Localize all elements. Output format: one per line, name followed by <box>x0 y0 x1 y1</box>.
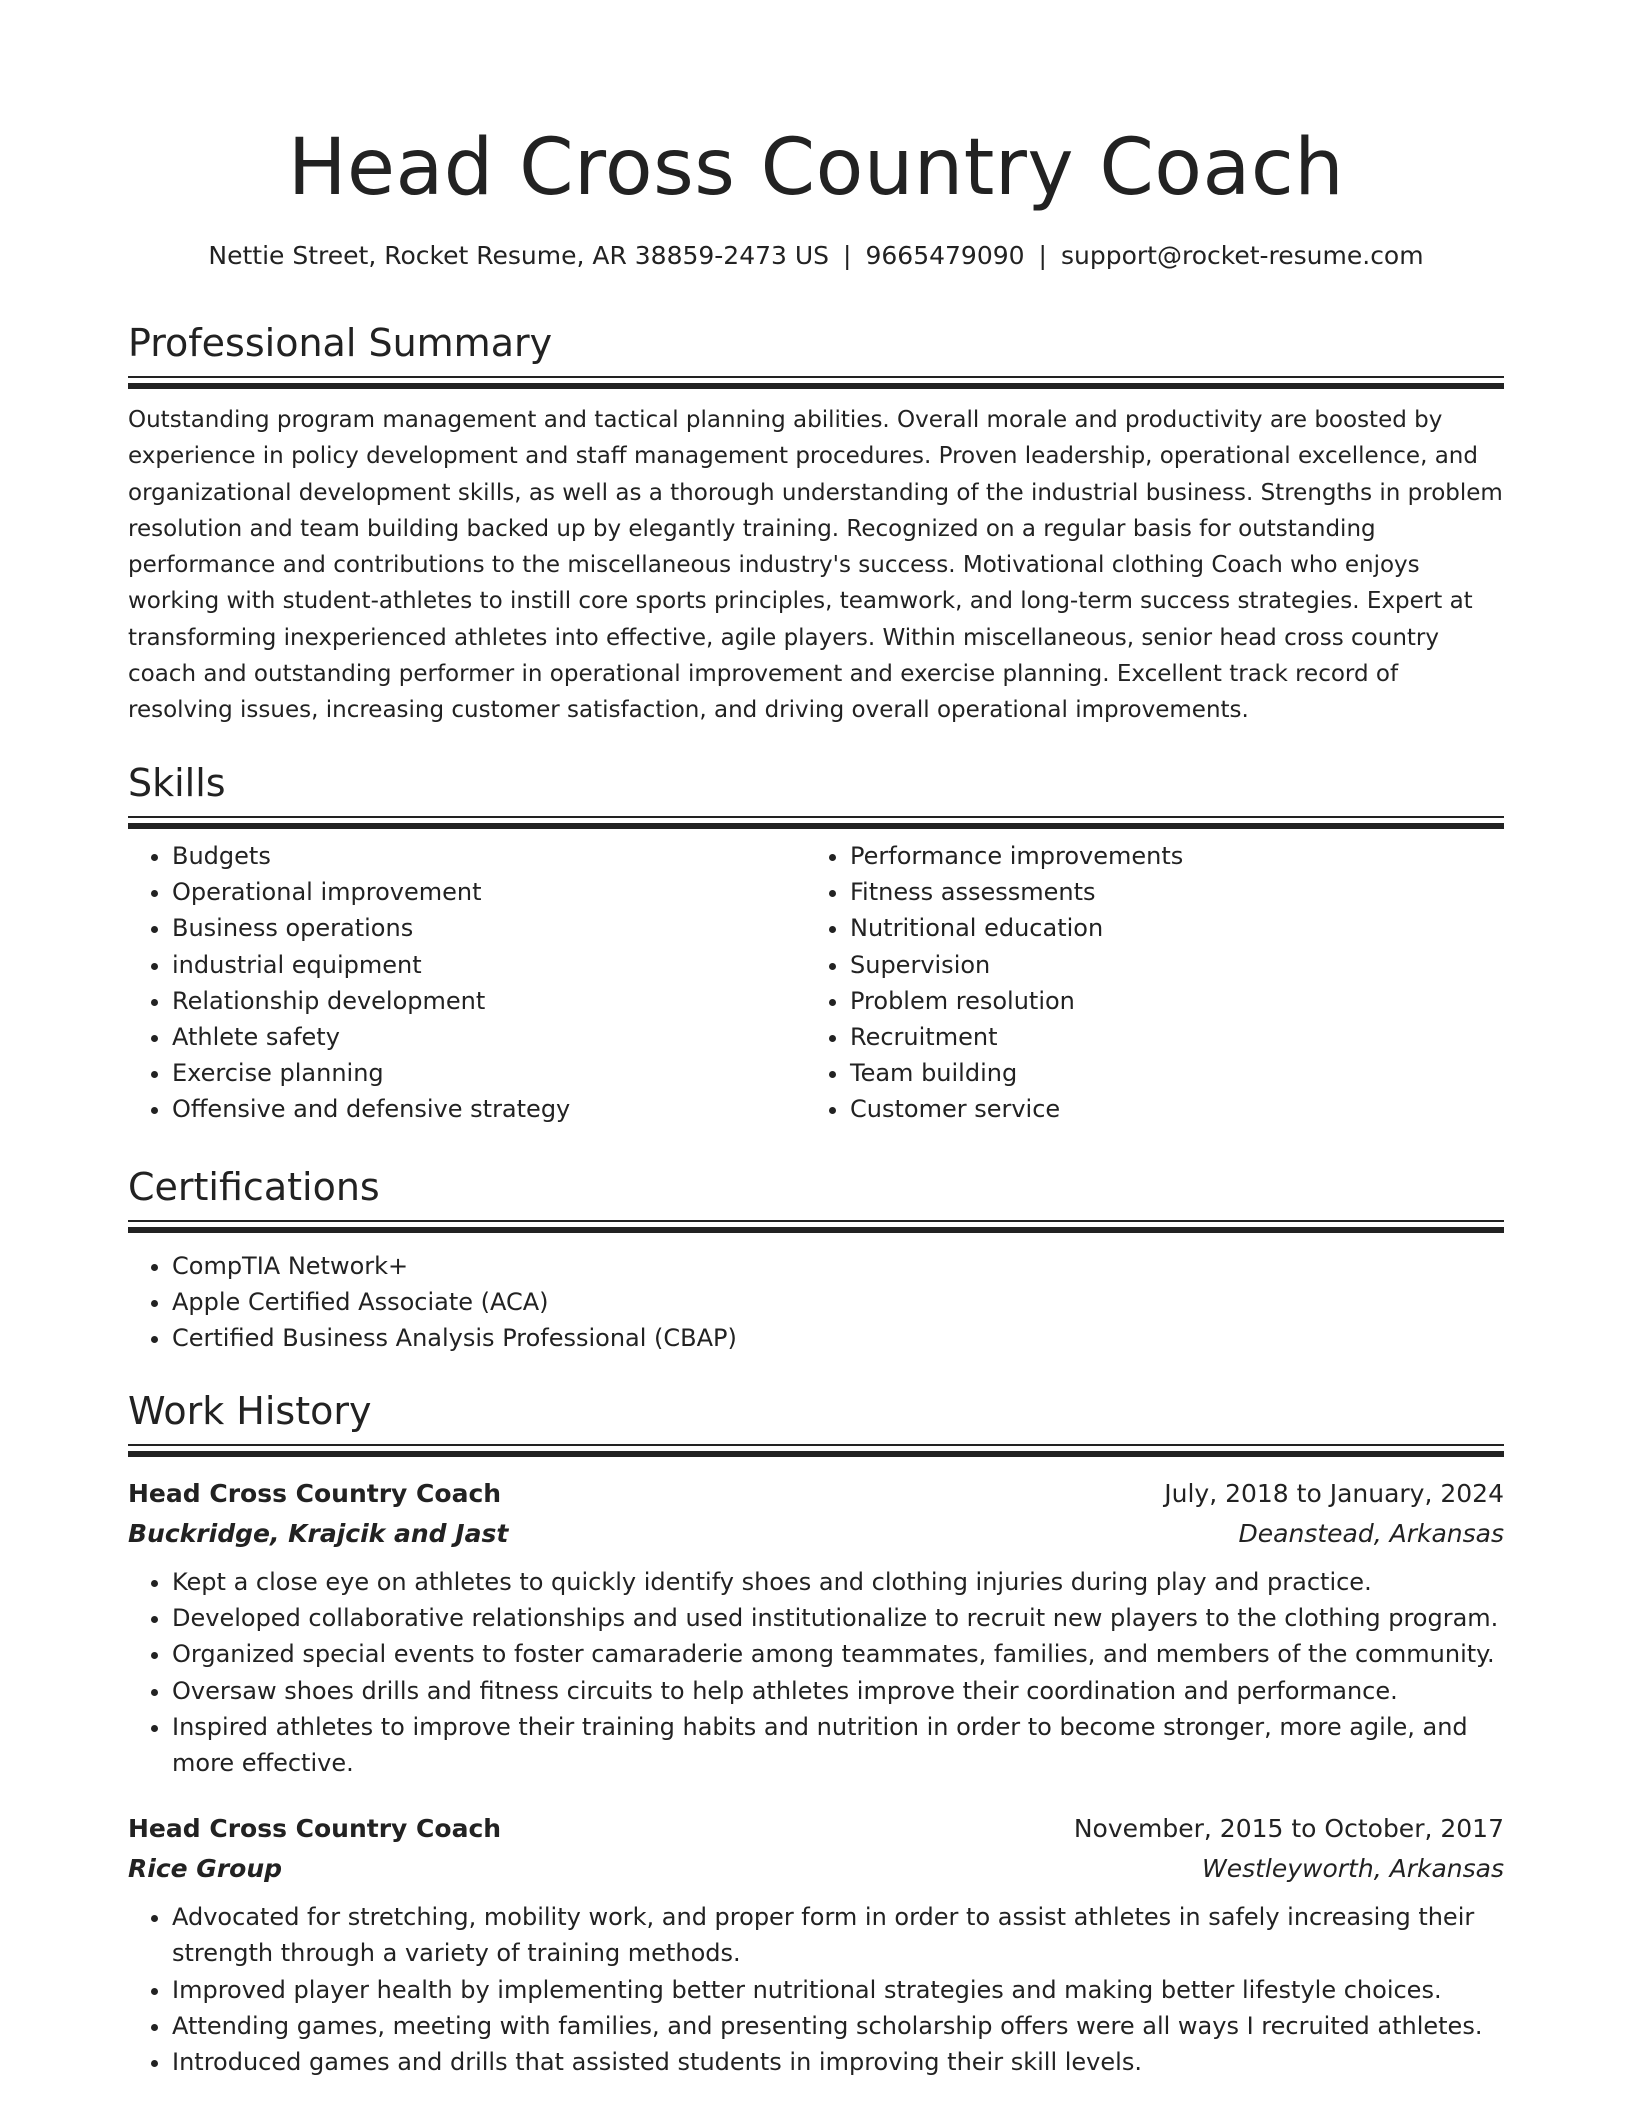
job-bullet: • Developed collaborative relationships and used institutionalize to recruit new players to the clothing program. <box>172 1600 1504 1636</box>
job-bullet: • Kept a close eye on athletes to quickly identify shoes and clothing injuries during play and practice. <box>172 1564 1504 1600</box>
certification-item: • Apple Certified Associate (ACA) <box>172 1284 1504 1320</box>
contact-separator: | <box>843 241 852 270</box>
skill-item: • Recruitment <box>850 1019 1548 1055</box>
skill-item: • Customer service <box>850 1091 1548 1127</box>
skill-item: • Relationship development <box>172 983 806 1019</box>
job-title: Head Cross Country Coach <box>128 1479 502 1508</box>
certifications-list <box>128 1248 1504 1357</box>
skill-item: • industrial equipment <box>172 947 806 983</box>
job-employer-row <box>128 1514 1504 1554</box>
skill-item: • Performance improvements <box>850 838 1548 874</box>
work-history-heading: Work History <box>128 1389 372 1433</box>
skills-right-list <box>806 838 1548 1128</box>
summary-heading: Professional Summary <box>128 321 553 365</box>
job-title: Head Cross Country Coach <box>128 1814 502 1844</box>
skill-item: • Exercise planning <box>172 1055 806 1091</box>
job-bullet: • Inspired athletes to improve their training habits and nutrition in order to become stronger, more agile, and more effective. <box>172 1709 1504 1781</box>
skills-left-list <box>128 838 806 1128</box>
skill-item: • Operational improvement <box>172 874 806 910</box>
skill-item: • Supervision <box>850 947 1548 983</box>
job-bullet: • Improved player health by implementing better nutritional strategies and making better lifestyle choices. <box>172 1972 1504 2008</box>
skill-item: • Budgets <box>172 838 806 874</box>
work-history-section <box>128 1386 1504 2080</box>
skill-item: • Fitness assessments <box>850 874 1548 910</box>
job-location: Westleyworth, Arkansas <box>1201 1854 1504 1884</box>
skill-item: • Athlete safety <box>172 1019 806 1055</box>
contact-phone: 9665479090 <box>865 241 1025 270</box>
job-dates: November, 2015 to October, 2017 <box>1073 1814 1504 1844</box>
job-company: Buckridge, Krajcik and Jast <box>128 1519 509 1548</box>
job-header-row <box>128 1474 1504 1514</box>
skills-columns <box>128 838 1504 1128</box>
job-location: Deanstead, Arkansas <box>1238 1519 1504 1548</box>
skill-item: • Problem resolution <box>850 983 1548 1019</box>
summary-section <box>128 318 1504 729</box>
section-divider <box>128 1220 1504 1234</box>
section-divider <box>128 1444 1504 1458</box>
skill-item: • Offensive and defensive strategy <box>172 1091 806 1127</box>
section-divider <box>128 816 1504 830</box>
skill-item: • Business operations <box>172 910 806 946</box>
job-bullet: • Attending games, meeting with families, and presenting scholarship offers were all ways I recruited athletes. <box>172 2008 1504 2044</box>
skills-section <box>128 758 1504 1128</box>
job-company: Rice Group <box>128 1854 283 1884</box>
candidate-name: Head Cross Country Coach <box>287 123 1345 213</box>
job-bullet: • Introduced games and drills that assisted students in improving their skill levels. <box>172 2044 1504 2080</box>
summary-text: Outstanding program management and tactical planning abilities. Overall morale and productivity are boosted by experience in policy development and staff management procedures. Proven leadership, operational excellence, and organizational development skills, as well as a thorough understanding of the industrial business. Strengths in problem resolution and team building backed up by elegantly training. Recognized on a regular basis for outstanding performance and contributions to the miscellaneous industry's success. Motivational clothing Coach who enjoys working with student-athletes to instill core sports principles, teamwork, and long-term success strategies. Expert at transforming inexperienced athletes into effective, agile players. Within miscellaneous, senior head cross country coach and outstanding performer in operational improvement and exercise planning. Excellent track record of resolving issues, increasing customer satisfaction, and driving overall operational improvements. <box>128 407 1503 724</box>
job-bullet: • Organized special events to foster camaraderie among teammates, families, and members of the community. <box>172 1636 1504 1672</box>
section-divider <box>128 376 1504 390</box>
job-entry <box>128 1474 1504 1781</box>
job-bullet: • Advocated for stretching, mobility work, and proper form in order to assist athletes in safely increasing their strength through a variety of training methods. <box>172 1899 1504 1971</box>
skill-item: • Team building <box>850 1055 1548 1091</box>
skills-heading: Skills <box>128 761 226 805</box>
job-bullet: • Oversaw shoes drills and fitness circuits to help athletes improve their coordination and performance. <box>172 1673 1504 1709</box>
certifications-heading: Certifications <box>128 1165 380 1209</box>
certification-item: • CompTIA Network+ <box>172 1248 1504 1284</box>
job-header-row <box>128 1809 1504 1849</box>
job-entry <box>128 1809 1504 2080</box>
job-bullets <box>128 1564 1504 1781</box>
certifications-section <box>128 1162 1504 1357</box>
contact-separator: | <box>1038 241 1047 270</box>
contact-email: support@rocket-resume.com <box>1060 241 1424 270</box>
skill-item: • Nutritional education <box>850 910 1548 946</box>
certification-item: • Certified Business Analysis Professional (CBAP) <box>172 1320 1504 1356</box>
job-employer-row <box>128 1849 1504 1889</box>
contact-line <box>128 238 1504 274</box>
job-dates: July, 2018 to January, 2024 <box>1164 1479 1504 1508</box>
job-bullets <box>128 1899 1504 2080</box>
contact-address: Nettie Street, Rocket Resume, AR 38859-2473 US <box>208 241 830 270</box>
